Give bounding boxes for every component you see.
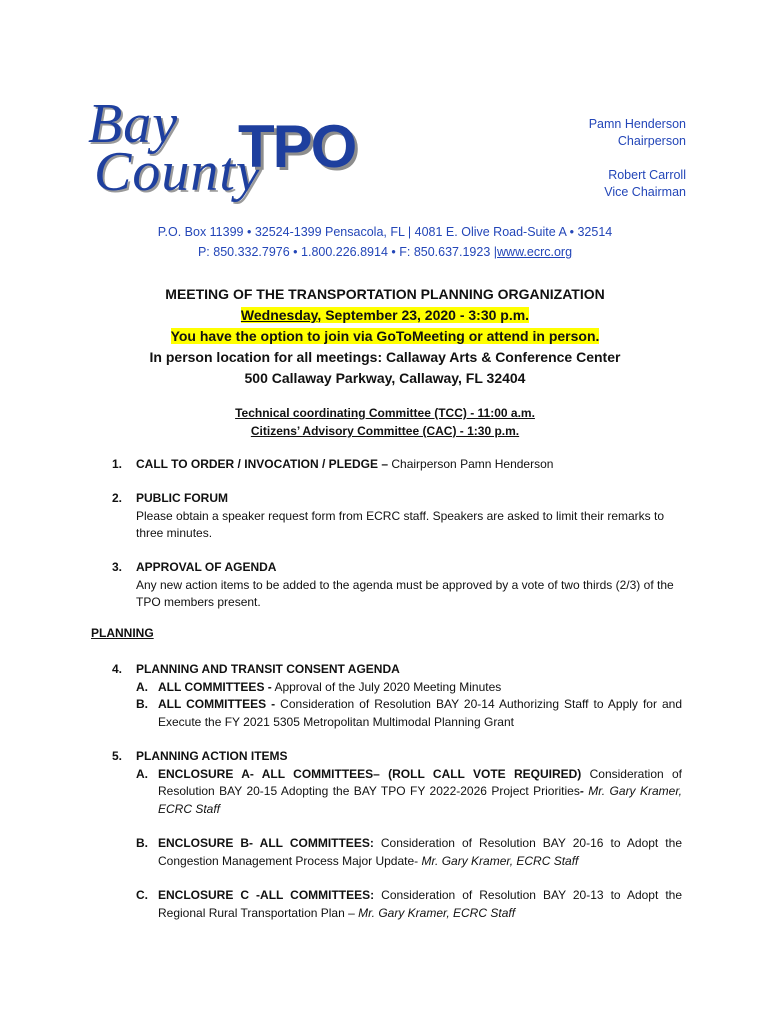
address-block (0, 222, 770, 262)
cac-time: Citizens’ Advisory Committee (CAC) - 1:30 p.m. (250, 424, 520, 438)
vice-title: Vice Chairman (604, 185, 686, 199)
sub-item-4a: A. ALL COMMITTEES - Approval of the July 2020 Meeting Minutes (136, 679, 502, 694)
logo-tpo-text: TPO (238, 113, 356, 180)
committee-times (0, 404, 770, 440)
item-title: PLANNING ACTION ITEMS (136, 749, 288, 763)
item-title: CALL TO ORDER / INVOCATION / PLEDGE – (136, 457, 389, 471)
meeting-day: Wednesday (240, 307, 318, 323)
agenda-item-1 (112, 456, 682, 474)
agenda-item-5 (112, 748, 682, 922)
agenda-item-2 (112, 490, 682, 543)
item-number: 2. (112, 491, 123, 505)
address-line-1: P.O. Box 11399 • 32524-1399 Pensacola, FL | 4081 E. Olive Road-Suite A • 32514 (157, 225, 613, 239)
item-number: 5. (112, 749, 123, 763)
item-text: Any new action items to be added to the agenda must be approved by a vote of two thirds (2/3) of the TPO members present. (136, 577, 674, 609)
section-planning: PLANNING (91, 626, 154, 640)
chair-title: Chairperson (617, 134, 686, 148)
phone-fax: P: 850.332.7976 • 1.800.226.8914 • F: 850.637.1923 | (197, 245, 498, 259)
meeting-date (0, 305, 770, 326)
sub-item-4b: B. ALL COMMITTEES - Consideration of Resolution BAY 20-14 Authorizing Staff to Apply for and Execute the FY 2021 5305 Metropolitan Multimodal Planning Grant (136, 697, 682, 729)
item-number: 1. (112, 457, 123, 471)
meeting-date-time: , September 23, 2020 - 3:30 p.m. (317, 307, 530, 323)
tcc-time: Technical coordinating Committee (TCC) - 11:00 a.m. (235, 406, 535, 420)
meeting-title: MEETING OF THE TRANSPORTATION PLANNING ORGANIZATION (165, 286, 605, 302)
item-number: 4. (112, 662, 123, 676)
item-title: PLANNING AND TRANSIT CONSENT AGENDA (136, 662, 400, 676)
address-line-2 (0, 242, 770, 262)
sub-item-5b: B. ENCLOSURE B- ALL COMMITTEES: Consideration of Resolution BAY 20-16 to Adopt the Congestion Management Process Major Update- Mr. Gary Kramer, ECRC Staff (136, 836, 682, 868)
meeting-heading (0, 284, 770, 389)
agenda-item-3 (112, 559, 682, 612)
agenda-item-4 (112, 661, 682, 731)
logo-county-text: County (94, 141, 262, 203)
item-title: PUBLIC FORUM (136, 491, 228, 505)
bay-county-tpo-logo (88, 92, 378, 212)
sub-item-5c: C. ENCLOSURE C -ALL COMMITTEES: Consideration of Resolution BAY 20-13 to Adopt the Regional Rural Transportation Plan – Mr. Gary Kramer, ECRC Staff (136, 888, 682, 920)
meeting-street: 500 Callaway Parkway, Callaway, FL 32404 (244, 370, 526, 386)
officers-block (589, 116, 686, 201)
item-title: APPROVAL OF AGENDA (136, 560, 277, 574)
meeting-location: In person location for all meetings: Callaway Arts & Conference Center (149, 349, 621, 365)
website-link[interactable]: www.ecrc.org (497, 245, 573, 259)
item-number: 3. (112, 560, 123, 574)
meeting-option: You have the option to join via GoToMeeting or attend in person. (170, 328, 600, 344)
logo-bay-text: Bay (88, 93, 179, 155)
item-text: Please obtain a speaker request form from ECRC staff. Speakers are asked to limit their remarks to three minutes. (136, 508, 664, 540)
sub-item-5a: A. ENCLOSURE A- ALL COMMITTEES– (ROLL CALL VOTE REQUIRED) Consideration of Resolution BAY 20-15 Adopting the BAY TPO FY 2022-2026 Project Priorities- Mr. Gary Kramer, ECRC Staff (136, 766, 682, 816)
item-text: Chairperson Pamn Henderson (388, 457, 554, 471)
chair-name: Pamn Henderson (588, 117, 686, 131)
vice-name: Robert Carroll (608, 168, 686, 182)
